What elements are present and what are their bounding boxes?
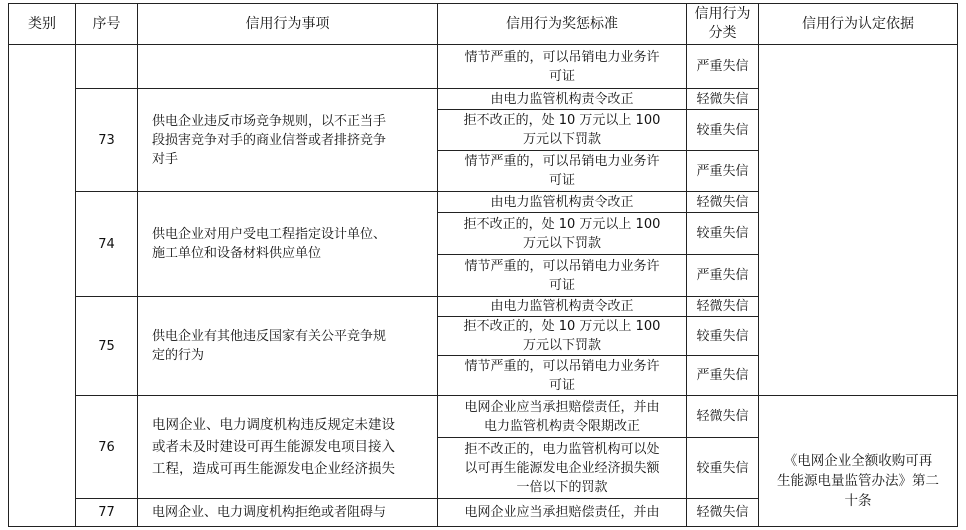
header-serial: 序号: [75, 3, 138, 45]
item-cell-73: 供电企业违反市场竞争规则，以不正当手 段损害竞争对手的商业信誉或者排挤竞争 对手: [137, 88, 438, 192]
header-standard: 信用行为奖惩标准: [437, 3, 687, 45]
standard-cell-75-b: 拒不改正的，处 10 万元以上 100 万元以下罚款: [437, 316, 687, 356]
serial-cell-76: 76: [75, 395, 138, 499]
classification-cell-77-a: 轻微失信: [686, 498, 759, 527]
classification-cell-73-c: 严重失信: [686, 150, 759, 192]
standard-cell-74-a: 由电力监管机构责令改正: [437, 191, 687, 213]
item-cell-fragment: [137, 44, 438, 89]
item-cell-75: 供电企业有其他违反国家有关公平竞争规 定的行为: [137, 296, 438, 396]
serial-cell-74: 74: [75, 191, 138, 297]
standard-cell-77-a: 电网企业应当承担赔偿责任，并由: [437, 498, 687, 527]
category-cell: [8, 44, 76, 527]
serial-cell-75: 75: [75, 296, 138, 396]
standard-cell-74-c: 情节严重的，可以吊销电力业务许 可证: [437, 254, 687, 297]
classification-cell-75-c: 严重失信: [686, 355, 759, 396]
classification-cell-74-b: 较重失信: [686, 212, 759, 255]
header-classification: 信用行为 分类: [686, 3, 759, 45]
classification-cell-73-a: 轻微失信: [686, 88, 759, 110]
header-category: 类别: [8, 3, 76, 45]
classification-cell-74-a: 轻微失信: [686, 191, 759, 213]
item-cell-74: 供电企业对用户受电工程指定设计单位、 施工单位和设备材料供应单位: [137, 191, 438, 297]
standard-cell-74-b: 拒不改正的，处 10 万元以上 100 万元以下罚款: [437, 212, 687, 255]
serial-cell-73: 73: [75, 88, 138, 192]
classification-cell-76-a: 轻微失信: [686, 395, 759, 438]
standard-cell-76-b: 拒不改正的，电力监管机构可以处 以可再生能源发电企业经济损失额 一倍以下的罚款: [437, 437, 687, 499]
basis-cell: 《电网企业全额收购可再 生能源电量监管办法》第二 十条: [758, 395, 958, 527]
standard-cell-75-a: 由电力监管机构责令改正: [437, 296, 687, 317]
basis-cell-upper: [758, 44, 958, 396]
standard-cell-76-a: 电网企业应当承担赔偿责任，并由 电力监管机构责令限期改正: [437, 395, 687, 438]
classification-cell-73-b: 较重失信: [686, 109, 759, 151]
header-basis: 信用行为认定依据: [758, 3, 958, 45]
serial-cell-fragment: [75, 44, 138, 89]
standard-cell-73-b: 拒不改正的，处 10 万元以上 100 万元以下罚款: [437, 109, 687, 151]
classification-cell-76-b: 较重失信: [686, 437, 759, 499]
standard-cell-73-c: 情节严重的，可以吊销电力业务许 可证: [437, 150, 687, 192]
header-item: 信用行为事项: [137, 3, 438, 45]
classification-cell-75-a: 轻微失信: [686, 296, 759, 317]
item-cell-76: 电网企业、电力调度机构违反规定未建设 或者未及时建设可再生能源发电项目接入 工程，造成可再生能源发电企业经济损失: [137, 395, 438, 499]
classification-cell-fragment: 严重失信: [686, 44, 759, 89]
standard-cell-75-c: 情节严重的，可以吊销电力业务许 可证: [437, 355, 687, 396]
standard-cell-fragment: 情节严重的，可以吊销电力业务许 可证: [437, 44, 687, 89]
serial-cell-77: 77: [75, 498, 138, 527]
standard-cell-73-a: 由电力监管机构责令改正: [437, 88, 687, 110]
item-cell-77: 电网企业、电力调度机构拒绝或者阻碍与: [137, 498, 438, 527]
classification-cell-75-b: 较重失信: [686, 316, 759, 356]
classification-cell-74-c: 严重失信: [686, 254, 759, 297]
credit-behavior-table: [8, 3, 958, 527]
